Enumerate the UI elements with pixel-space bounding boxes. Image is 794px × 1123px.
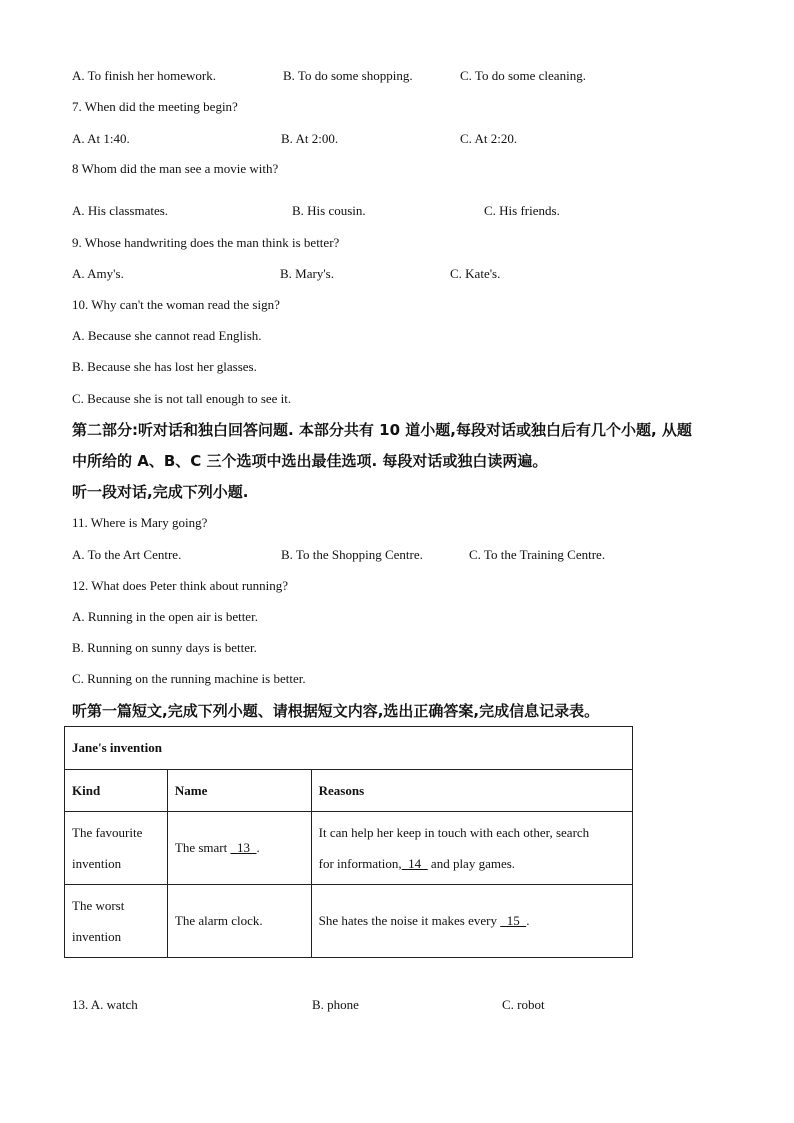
table-title: Jane's invention (65, 727, 633, 770)
q12-option-a: A. Running in the open air is better. (72, 609, 258, 624)
q11-option-a: A. To the Art Centre. (72, 547, 182, 562)
q8-question: 8 Whom did the man see a movie with? (72, 161, 279, 176)
table-header-reasons: Reasons (311, 770, 632, 812)
q7-option-a: A. At 1:40. (72, 131, 130, 146)
reason-line-2-post: and play games. (427, 856, 516, 871)
kind-line-1: The worst (72, 898, 125, 913)
reason-text: She hates the noise it makes every (318, 913, 501, 928)
part2-instruction-line1: 第二部分:听对话和独白回答问题. 本部分共有 10 道小题,每段对话或独白后有几个小题, 从题 (72, 421, 692, 439)
q9-question: 9. Whose handwriting does the man think is better? (72, 235, 340, 250)
q8-option-a: A. His classmates. (72, 203, 169, 218)
part2-instruction-line2: 中所给的 A、B、C 三个选项中选出最佳选项. 每段对话或独白读两遍。 (72, 452, 548, 470)
q6-option-a: A. To finish her homework. (72, 68, 216, 83)
table-header-name: Name (167, 770, 311, 812)
passage-subheading: 听第一篇短文,完成下列小题、请根据短文内容,选出正确答案,完成信息记录表。 (72, 702, 600, 720)
q7-option-c: C. At 2:20. (460, 131, 518, 146)
q13-option-a: 13. A. watch (72, 997, 138, 1012)
reason-punct: . (526, 913, 530, 928)
table-cell-kind (65, 885, 168, 958)
blank-14: 14 (401, 856, 428, 871)
q6-option-c: C. To do some cleaning. (460, 68, 586, 83)
table-header-kind: Kind (65, 770, 168, 812)
q10-option-c: C. Because she is not tall enough to see it. (72, 391, 292, 406)
q12-option-c: C. Running on the running machine is better. (72, 671, 306, 686)
table-row (65, 885, 633, 958)
q8-option-c: C. His friends. (484, 203, 560, 218)
name-text: The smart (174, 840, 231, 855)
q12-option-b: B. Running on sunny days is better. (72, 640, 257, 655)
q7-option-b: B. At 2:00. (281, 131, 339, 146)
table-cell-reasons (311, 885, 632, 958)
q10-question: 10. Why can't the woman read the sign? (72, 297, 280, 312)
table-cell-reasons (311, 812, 632, 885)
q11-question: 11. Where is Mary going? (72, 515, 208, 530)
reason-line-1: It can help her keep in touch with each other, search (318, 825, 590, 840)
table-row (65, 812, 633, 885)
q9-option-a: A. Amy's. (72, 266, 124, 281)
q11-option-b: B. To the Shopping Centre. (281, 547, 423, 562)
q13-option-c: C. robot (502, 997, 545, 1012)
name-punct: . (256, 840, 260, 855)
q11-option-c: C. To the Training Centre. (469, 547, 606, 562)
q7-question: 7. When did the meeting begin? (72, 99, 238, 114)
q9-option-b: B. Mary's. (280, 266, 334, 281)
q8-option-b: B. His cousin. (292, 203, 366, 218)
reason-line-2-pre: for information, (318, 856, 402, 871)
kind-line-2: invention (72, 856, 122, 871)
info-record-table (64, 726, 633, 958)
blank-13: 13 (230, 840, 257, 855)
table-cell-name (167, 812, 311, 885)
kind-line-1: The favourite (72, 825, 143, 840)
q9-option-c: C. Kate's. (450, 266, 501, 281)
kind-line-2: invention (72, 929, 122, 944)
table-cell-kind (65, 812, 168, 885)
part2-subheading: 听一段对话,完成下列小题. (72, 483, 249, 501)
blank-15: 15 (500, 913, 527, 928)
table-cell-name: The alarm clock. (167, 885, 311, 958)
q10-option-a: A. Because she cannot read English. (72, 328, 262, 343)
q13-option-b: B. phone (312, 997, 359, 1012)
q6-option-b: B. To do some shopping. (283, 68, 413, 83)
q12-question: 12. What does Peter think about running? (72, 578, 289, 593)
q10-option-b: B. Because she has lost her glasses. (72, 359, 257, 374)
